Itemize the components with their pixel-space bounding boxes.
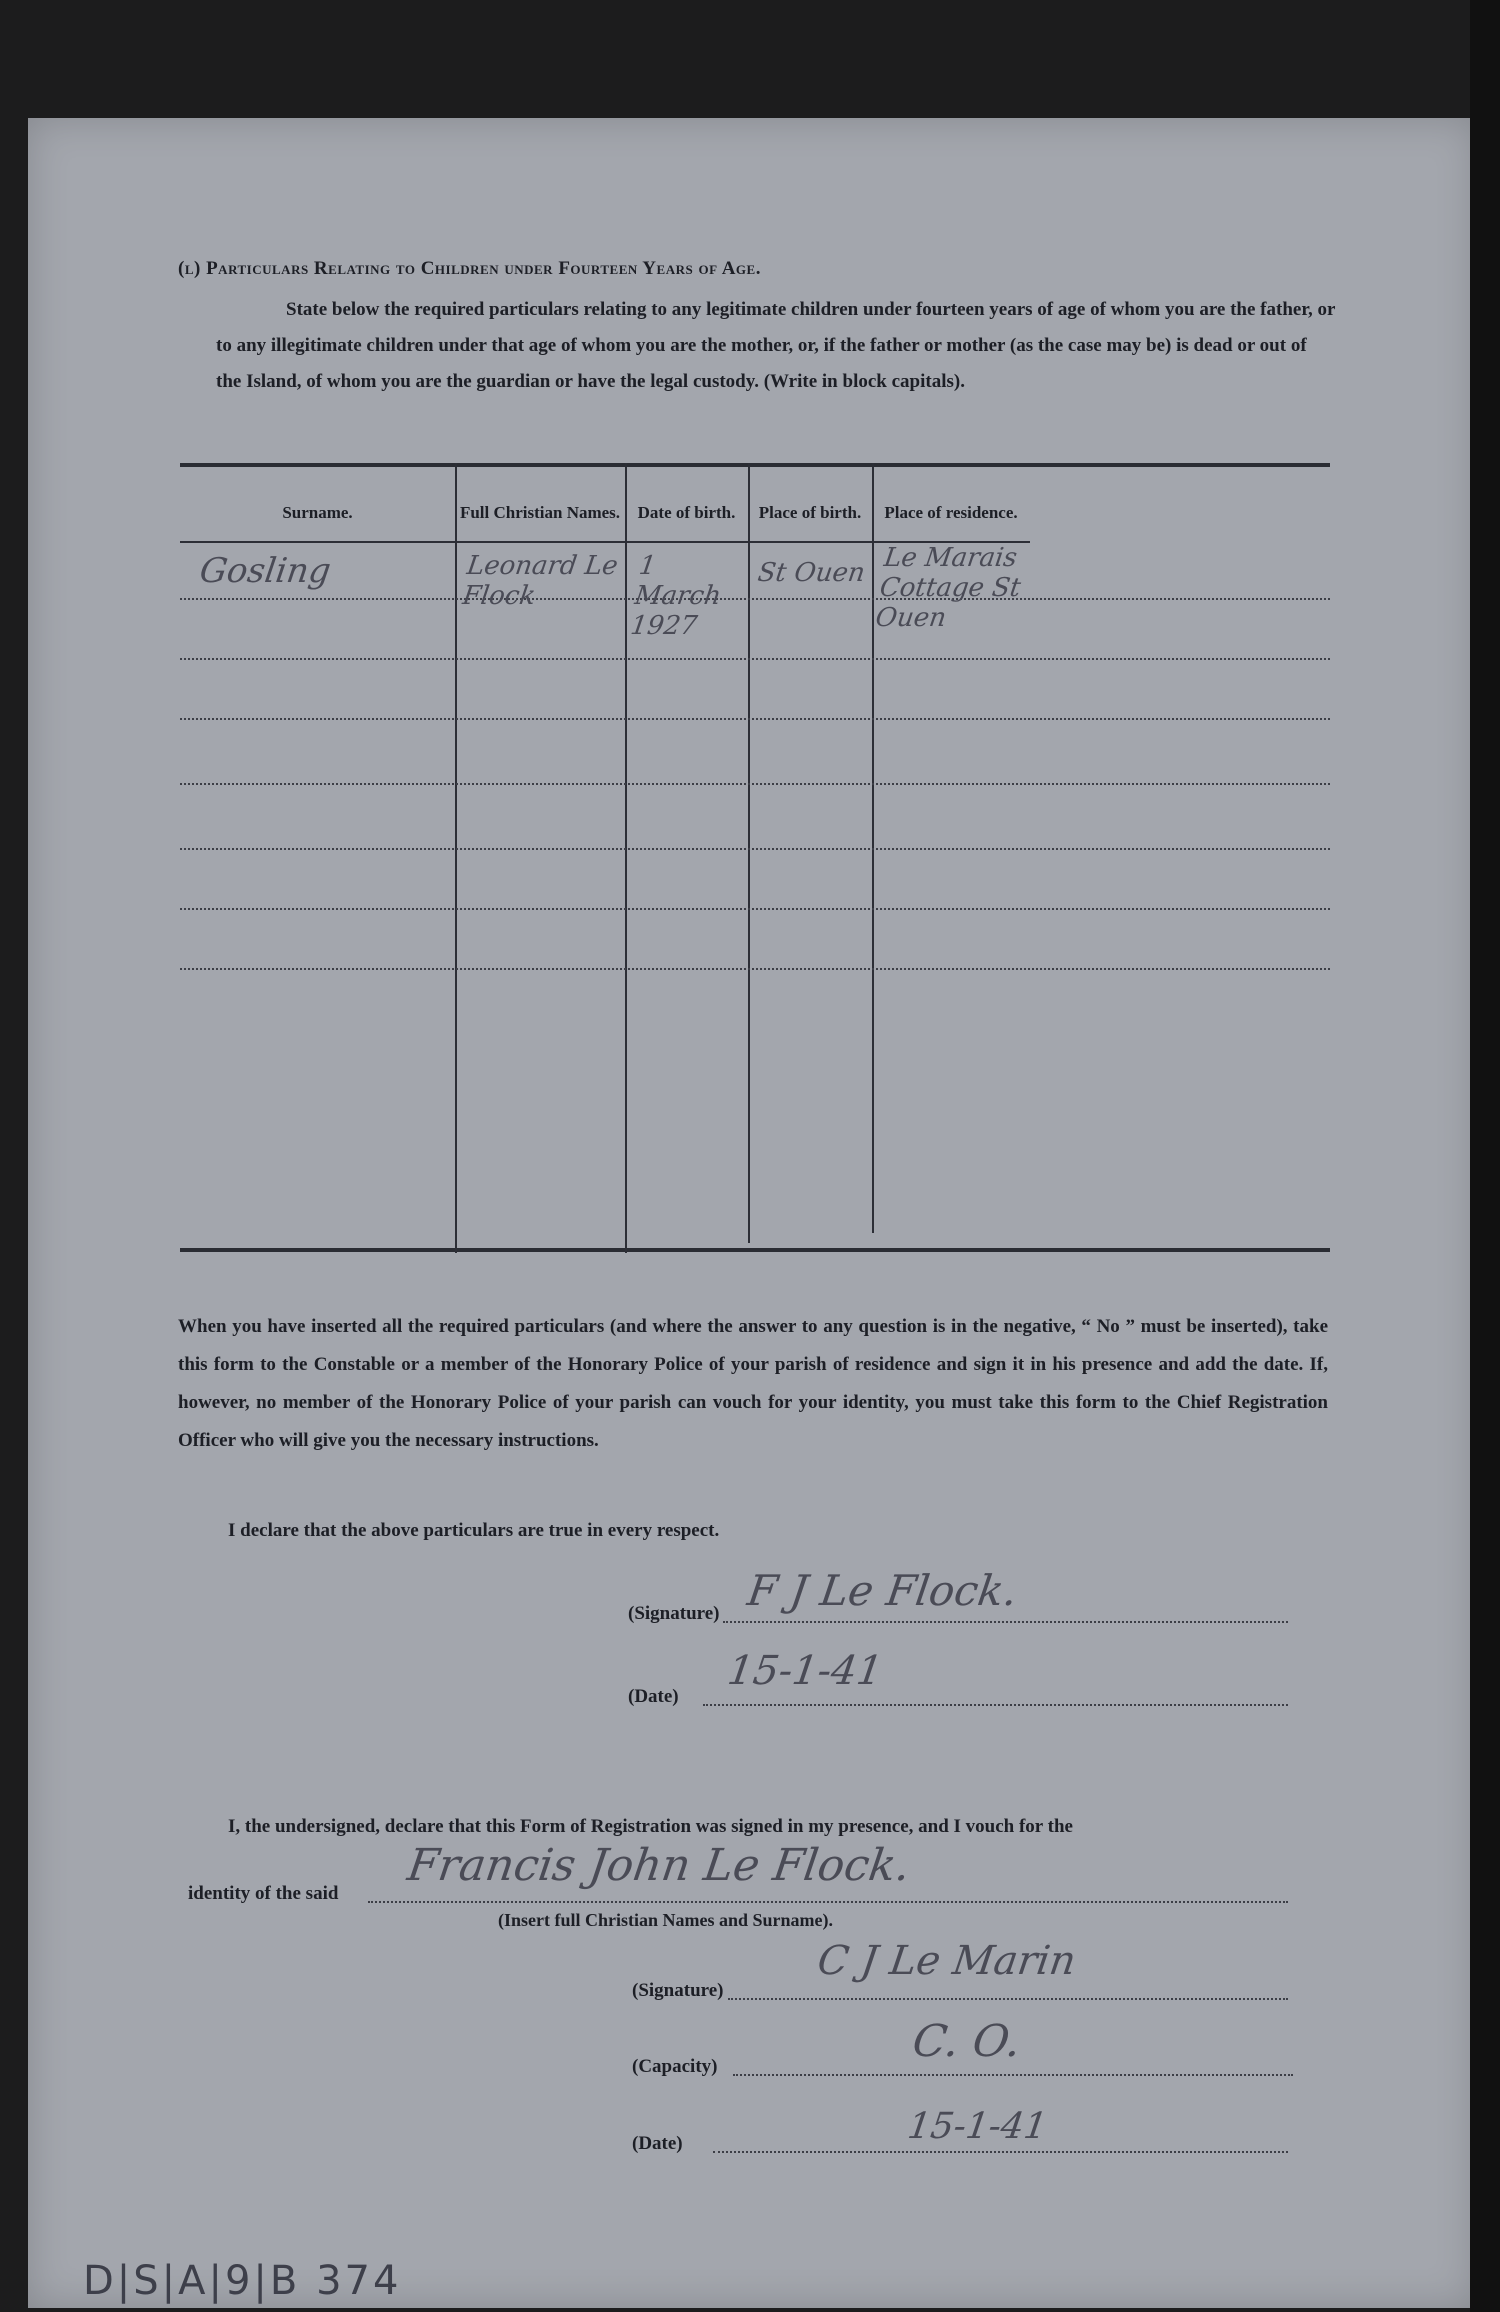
capacity-value: C. O. [909,2016,1025,2067]
header-date-of-birth: Date of birth. [637,503,736,522]
archive-reference: D|S|A|9|B 374 [83,2258,402,2304]
row-place-of-residence: Le Marais Cottage St Ouen [873,543,1023,633]
header-place-of-residence: Place of residence. [884,503,1018,522]
voucher-signature: C J Le Marin [814,1938,1079,1984]
header-surname: Surname. [282,503,353,522]
table-row-line [180,968,1330,970]
row-place-of-birth: St Ouen [755,558,867,588]
column-divider [748,463,750,1243]
declaration-signature: F J Le Flock. [744,1566,1021,1615]
identity-label: identity of the said [188,1883,339,1904]
table-top-rule [180,463,1330,467]
table-row-line [180,718,1330,720]
capacity-label: (Capacity) [632,2056,718,2077]
row-date-of-birth: 1 March 1927 [628,551,723,641]
voucher-text: I, the undersigned, declare that this Form of Registration was signed in my presence, and I vouch for the [228,1816,1073,1837]
date-line [703,1704,1288,1706]
identity-name: Francis John Le Flock. [404,1840,914,1891]
form-page [28,118,1476,2308]
column-divider [625,463,627,1253]
section-intro [146,292,1336,400]
section-heading: (l) Particulars Relating to Children under Fourteen Years of Age. [178,258,761,279]
table-bottom-rule [180,1248,1330,1252]
children-table [180,463,1330,1253]
header-christian-names: Full Christian Names. [459,503,621,522]
intro-text: State below the required particulars relating to any legitimate children under fourteen years of age of whom you are the father, or to any illegitimate children under that age of whom you are the mother, or, if the father or mother (as the case may be) is dead or out of the Island, of whom you are the guardian or have the legal custody. (Write in block capitals). [216,299,1336,392]
signature-line [723,1621,1288,1623]
table-row-line [180,848,1330,850]
binding-edge [1470,0,1500,2312]
voucher-date-line [713,2151,1288,2153]
voucher-signature-label: (Signature) [632,1980,724,2001]
voucher-date-label: (Date) [632,2133,683,2154]
table-row-line [180,908,1330,910]
table-row-line [180,598,1330,600]
column-divider [455,463,457,1253]
declaration-date: 15-1-41 [724,1648,886,1694]
insert-note: (Insert full Christian Names and Surname). [498,1910,834,1930]
table-row-line [180,658,1330,660]
declaration-date-label: (Date) [628,1686,679,1707]
voucher-date: 15-1-41 [905,2106,1050,2147]
row-christian-names: Leonard Le Flock [460,551,620,611]
header-place-of-birth: Place of birth. [758,503,862,522]
identity-line [368,1901,1288,1903]
instructions-paragraph: When you have inserted all the required particulars (and where the answer to any question is in the negative, “ No ” must be inserted), take this form to the Constable or a member of the Honorary Police of your parish of residence and sign it in his presence and add the date. If, however, no member of the Honorary Police of your parish can vouch for your identity, you must take this form to the Chief Registration Officer who will give you the necessary instructions. [178,1316,1328,1451]
row-surname: Gosling [197,551,334,591]
table-row-line [180,783,1330,785]
declaration-signature-label: (Signature) [628,1603,720,1624]
declaration-text: I declare that the above particulars are true in every respect. [228,1520,720,1541]
capacity-line [733,2074,1293,2076]
voucher-signature-line [728,1998,1288,2000]
